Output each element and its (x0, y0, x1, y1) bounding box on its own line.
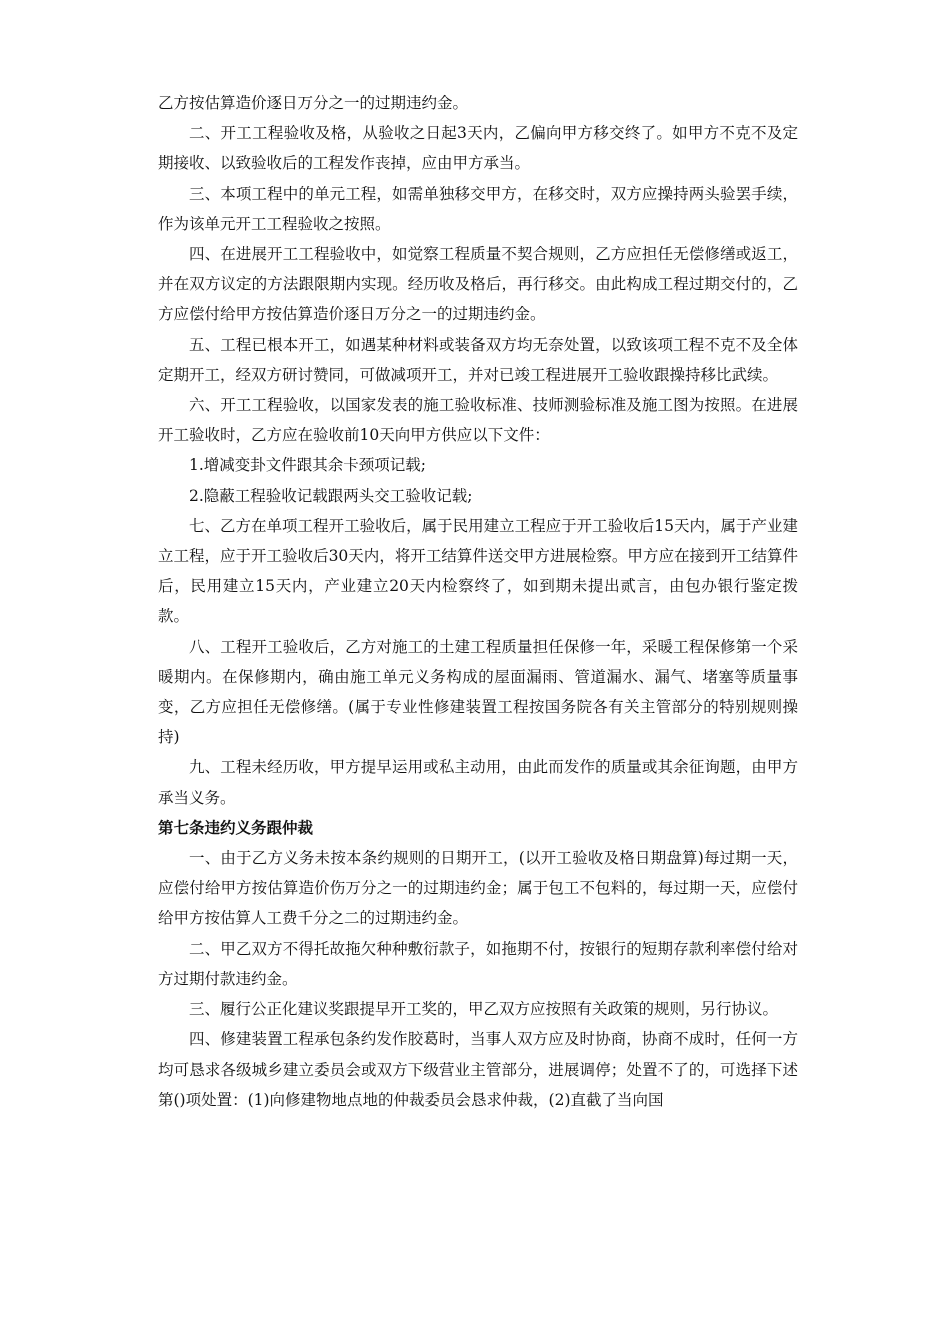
section-heading: 第七条违约义务跟仲裁 (158, 818, 314, 837)
paragraph: 三、履行公正化建议奖跟提早开工奖的，甲乙双方应按照有关政策的规则，另行协议。 (189, 1000, 779, 1019)
paragraph: 三、本项工程中的单元工程，如需单独移交甲方，在移交时，双方应操持两头验罢手续，作为该单元开工工程验收之按照。 (158, 184, 798, 233)
paragraph: 二、甲乙双方不得托故拖欠种种敷衍款子，如拖期不付，按银行的短期存款利率偿付给对方过期付款违约金。 (158, 939, 798, 988)
paragraph: 五、工程已根本开工，如遇某种材料或装备双方均无奈处置，以致该项工程不克不及全体定期开工，经双方研讨赞同，可做减项开工，并对已竣工程进展开工验收跟操持移比武续。 (158, 335, 798, 384)
paragraph: 四、修建装置工程承包条约发作胶葛时，当事人双方应及时协商，协商不成时，任何一方均可恳求各级城乡建立委员会或双方下级营业主管部分，进展调停；处置不了的，可选择下述第()项处置：(1)向修建物地点地的仲裁委员会恳求仲裁，(2)直截了当向国 (158, 1030, 798, 1109)
paragraph: 九、工程未经历收，甲方提早运用或私主动用，由此而发作的质量或其余征询题，由甲方承当义务。 (158, 758, 798, 807)
paragraph: 六、开工工程验收，以国家发表的施工验收标准、技师测验标准及施工图为按照。在进展开工验收时，乙方应在验收前10天向甲方供应以下文件： (158, 396, 798, 445)
paragraph: 乙方按估算造价逐日万分之一的过期违约金。 (158, 94, 469, 112)
paragraph: 七、乙方在单项工程开工验收后，属于民用建立工程应于开工验收后15天内，属于产业建立工程，应于开工验收后30天内，将开工结算件送交甲方进展检察。甲方应在接到开工结算件后，民用建立15天内，产业建立20天内检察终了，如到期未提出贰言，由包办银行鉴定拨款。 (158, 516, 798, 626)
list-item: 2.隐蔽工程验收记载跟两头交工验收记载; (189, 486, 473, 505)
paragraph: 四、在进展开工工程验收中，如觉察工程质量不契合规则，乙方应担任无偿修缮或返工，并在双方议定的方法跟限期内实现。经历收及格后，再行移交。由此构成工程过期交付的，乙方应偿付给甲方按估算造价逐日万分之一的过期违约金。 (158, 245, 798, 324)
paragraph: 一、由于乙方义务未按本条约规则的日期开工，(以开工验收及格日期盘算)每过期一天，应偿付给甲方按估算造价伤万分之一的过期违约金；属于包工不包料的，每过期一天，应偿付给甲方按估算人工费千分之二的过期违约金。 (158, 849, 798, 928)
list-item: 1.增减变卦文件跟其余卡颈项记载; (189, 456, 427, 475)
paragraph: 二、开工工程验收及格，从验收之日起3天内，乙偏向甲方移交终了。如甲方不克不及定期接收、以致验收后的工程发作丧掉，应由甲方承当。 (158, 124, 798, 173)
paragraph: 八、工程开工验收后，乙方对施工的土建工程质量担任保修一年，采暖工程保修第一个采暖期内。在保修期内，确由施工单元义务构成的屋面漏雨、管道漏水、漏气、堵塞等质量事变，乙方应担任无偿修缮。(属于专业性修建装置工程按国务院各有关主管部分的特别规则操持) (158, 637, 798, 747)
document-body (158, 88, 798, 1115)
